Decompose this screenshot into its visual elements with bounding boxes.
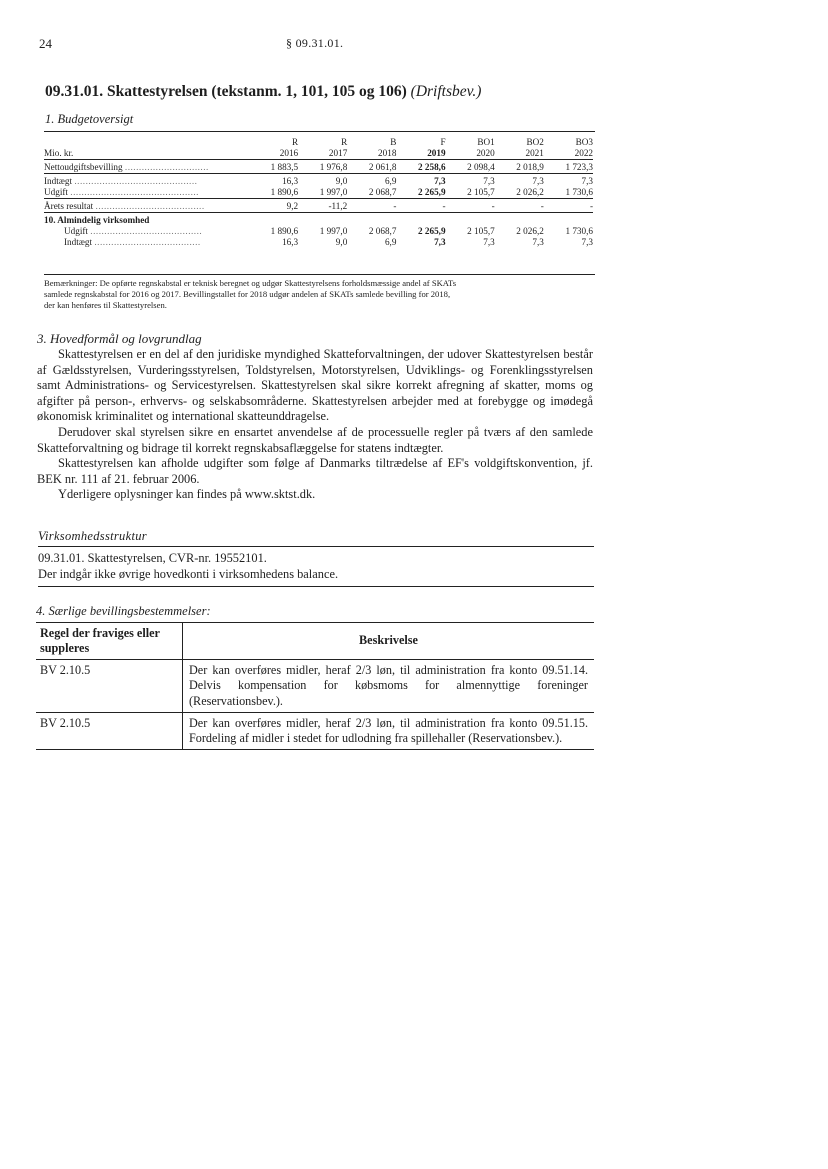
table-row: Udgift ........................................ 1 890,6 1 997,0 2 068,7 2 265,9 2 105,7 2 026,2 1 730,6 — [64, 226, 593, 236]
budget-heading: 1. Budgetoversigt — [45, 112, 134, 126]
col-year: 2020 — [476, 148, 495, 158]
title-main: 09.31.01. Skattestyrelsen (tekstanm. 1, 101, 105 og 106) — [45, 83, 407, 100]
cell: 2 068,7 — [368, 226, 397, 236]
cell: 2 026,2 — [516, 226, 544, 236]
col-year: 2017 — [328, 148, 348, 158]
cell: 9,2 — [286, 201, 299, 211]
cell: 16,3 — [282, 237, 299, 247]
budget-bottom-rule — [44, 274, 595, 275]
col1-header: Regel der fraviges eller suppleres — [36, 623, 183, 660]
cell: 1 883,5 — [270, 162, 299, 172]
cell: 2 265,9 — [418, 226, 446, 236]
section-3-heading: 3. Hovedformål og lovgrundlag — [37, 331, 202, 346]
paragraph: Derudover skal styrelsen sikre en ensartet anvendelse af de processuelle regler på tværs af den samlede Skatteforvaltning og bidrage til korrekt regnskabsaflæggelse for statens indtægter. — [37, 424, 593, 455]
row-label: Indtægt — [44, 176, 73, 186]
budget-header-type-row — [44, 137, 593, 148]
row-label: Årets resultat — [44, 201, 94, 211]
cell: 7,3 — [532, 176, 544, 186]
cell: 2 265,9 — [418, 187, 446, 197]
rule-cell: BV 2.10.5 — [36, 712, 183, 749]
col-year: 2022 — [574, 148, 593, 158]
table-row: Årets resultat ....................................... 9,2 -11,2 - - - - - — [44, 201, 593, 211]
cell: 2 105,7 — [467, 187, 495, 197]
table-row — [44, 215, 593, 226]
section-reference: § 09.31.01. — [286, 36, 344, 50]
section-4-heading: 4. Særlige bevillingsbestemmelser: — [36, 604, 211, 618]
cell: - — [589, 201, 593, 211]
section-10-label: 10. Almindelig virksomhed — [44, 215, 150, 225]
virksomhed-body — [38, 551, 338, 582]
cell: 2 018,9 — [516, 162, 544, 172]
table-row — [36, 660, 594, 713]
table-row: Nettoudgiftsbevilling .............................. 1 883,5 1 976,8 2 061,8 2 258,6 2 098,4 2 018,9 1 723,3 — [44, 162, 593, 172]
col-type: R — [341, 137, 348, 147]
rule-cell: BV 2.10.5 — [36, 660, 183, 713]
budget-table — [44, 137, 593, 248]
cell: 2 068,7 — [368, 187, 397, 197]
cell: 1 730,6 — [565, 226, 593, 236]
col-type: BO3 — [575, 137, 593, 147]
table-header-row — [36, 623, 594, 660]
col-type: R — [292, 137, 299, 147]
note-line: samlede regnskabstal for 2016 og 2017. Bevillingstallet for 2018 udgør andelen af SKATs samlede bevilling for 2018, — [44, 289, 451, 299]
row-label: Udgift — [64, 226, 88, 236]
cell: - — [442, 201, 446, 211]
unit-label: Mio. kr. — [44, 148, 74, 158]
row-label: Udgift — [44, 187, 68, 197]
row-label: Indtægt — [64, 237, 93, 247]
cell: 7,3 — [434, 237, 446, 247]
cell: 7,3 — [483, 176, 495, 186]
cell: 9,0 — [335, 176, 348, 186]
cell: 7,3 — [483, 237, 495, 247]
cell: 1 997,0 — [319, 187, 348, 197]
paragraph: Yderligere oplysninger kan findes på www.sktst.dk. — [58, 487, 316, 502]
cell: 1 890,6 — [270, 226, 299, 236]
description-cell: Der kan overføres midler, heraf 2/3 løn, til administration fra konto 09.51.14. Delvis kompensation for købsmoms for almennyttige foreninger (Reservationsbev.). — [183, 660, 595, 713]
paragraph: Skattestyrelsen kan afholde udgifter som følge af Danmarks tiltrædelse af EF's voldgiftskonvention, jf. BEK nr. 111 af 21. februar 2006. — [37, 456, 593, 486]
title-tag: (Driftsbev.) — [410, 83, 482, 100]
col-type: F — [440, 137, 446, 147]
note-line: Bemærkninger: De opførte regnskabstal er teknisk beregnet og udgør Skattestyrelsens forholdsmæssige andel af SKATs — [44, 278, 457, 288]
cell: 6,9 — [384, 237, 397, 247]
cell: 2 098,4 — [467, 162, 495, 172]
col-type: BO2 — [526, 137, 544, 147]
cell: - — [393, 201, 397, 211]
cell: 7,3 — [434, 176, 446, 186]
cell: 2 258,6 — [418, 162, 446, 172]
cell: 7,3 — [532, 237, 544, 247]
paragraph: Skattestyrelsen er en del af den juridiske myndighed Skatteforvaltningen, der udover Skattestyrelsen består af Gældsstyrelsen, Vurderingsstyrelsen, Toldstyrelsen, Motorstyrelsen, Udviklings- og Forenklingsstyrelsen samt Administrations- og Servicestyrelsen. Skattestyrelsen skal sikre korrekt afregning af skatter, moms og afgifter på person-, erhvervs- og selskabsområderne. Skattestyrelsen arbejder med at forebygge og imødegå økonomisk kriminalitet og international skatteunddragelse. — [37, 347, 593, 424]
col2-header: Beskrivelse — [183, 623, 595, 660]
row-label: Nettoudgiftsbevilling — [44, 162, 123, 172]
cell: 6,9 — [384, 176, 397, 186]
col-year: 2019 — [427, 148, 446, 158]
cell: - — [540, 201, 544, 211]
cell: 1 730,6 — [565, 187, 593, 197]
cell: -11,2 — [328, 201, 348, 211]
col-year: 2021 — [525, 148, 544, 158]
budget-top-rule — [44, 131, 595, 132]
budget-note — [44, 278, 596, 311]
cell: 1 976,8 — [319, 162, 348, 172]
cell: 2 026,2 — [516, 187, 544, 197]
virksomhed-line: Der indgår ikke øvrige hovedkonti i virksomhedens balance. — [38, 566, 339, 581]
table-row: Indtægt ............................................ 16,3 9,0 6,9 7,3 7,3 7,3 7,3 — [44, 176, 593, 186]
cell: 1 997,0 — [319, 226, 348, 236]
col-year: 2018 — [378, 148, 397, 158]
table-row: Indtægt ...................................... 16,3 9,0 6,9 7,3 7,3 7,3 7,3 — [64, 237, 593, 247]
page-number: 24 — [39, 36, 52, 51]
cell: - — [491, 201, 495, 211]
cell: 9,0 — [335, 237, 348, 247]
rules-table — [36, 622, 594, 750]
virksomhed-rule — [38, 546, 594, 547]
cell: 2 061,8 — [368, 162, 397, 172]
col-type: B — [390, 137, 397, 147]
budget-header-year-row — [44, 148, 593, 160]
description-cell: Der kan overføres midler, heraf 2/3 løn, til administration fra konto 09.51.15. Fordeling af midler i stedet for udlodning fra spillehaller (Reservationsbev.). — [183, 712, 595, 749]
cell: 2 105,7 — [467, 226, 495, 236]
cell: 1 890,6 — [270, 187, 299, 197]
table-row — [36, 712, 594, 749]
table-row: Udgift .............................................. 1 890,6 1 997,0 2 068,7 2 265,9 2 105,7 2 026,2 1 730,6 — [44, 187, 593, 197]
cell: 7,3 — [581, 176, 593, 186]
virksomhed-line: 09.31.01. Skattestyrelsen, CVR-nr. 19552101. — [38, 551, 267, 565]
section-3-body — [37, 347, 593, 503]
note-line: der kan henføres til Skattestyrelsen. — [44, 300, 167, 310]
page-title — [45, 83, 481, 101]
cell: 16,3 — [282, 176, 299, 186]
virksomhed-bottom-rule — [38, 586, 594, 587]
col-type: BO1 — [477, 137, 495, 147]
cell: 1 723,3 — [565, 162, 593, 172]
col-year: 2016 — [279, 148, 299, 158]
cell: 7,3 — [581, 237, 593, 247]
virksomhed-heading: Virksomhedsstruktur — [38, 529, 147, 543]
